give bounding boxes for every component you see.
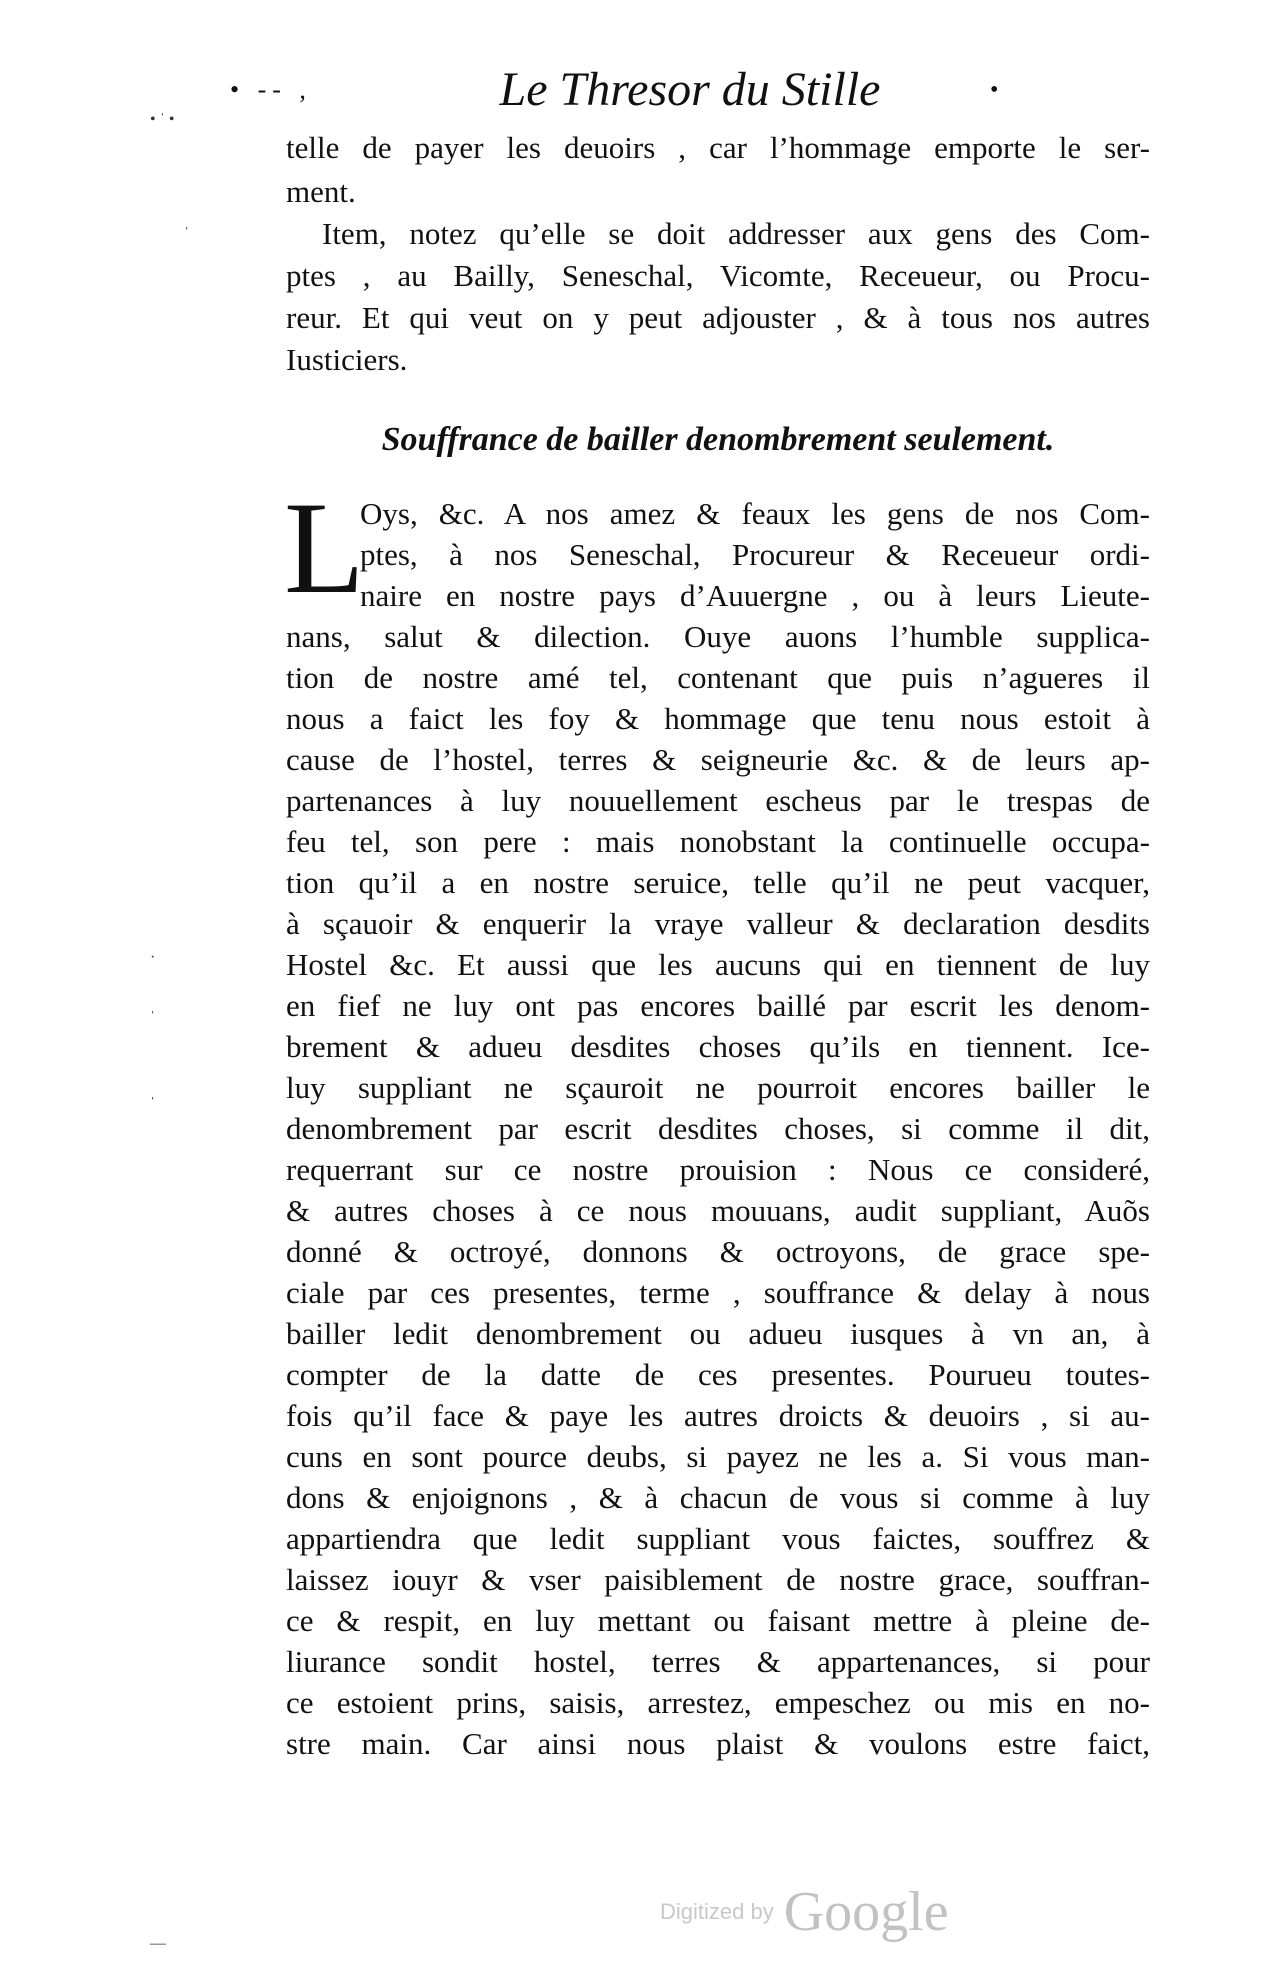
margin-mark: ˈ: [150, 1009, 156, 1026]
text-line: ce estoient prins, saisis, arrestez, empeschez ou mis en no-: [286, 1685, 1150, 1720]
text-line: feu tel, son pere : mais nonobstant la continuelle occupa-: [286, 824, 1150, 859]
margin-mark: ˈ: [150, 1095, 156, 1112]
text-line: dons & enjoignons , & à chacun de vous si comme à luy: [286, 1480, 1150, 1515]
text-line: ptes, à nos Seneschal, Procureur & Receueur ordi-: [360, 537, 1150, 572]
text-line: fois qu’il face & paye les autres droicts & deuoirs , si au-: [286, 1398, 1150, 1433]
text-line: nans, salut & dilection. Ouye auons l’humble supplica-: [286, 619, 1150, 654]
text-line: naire en nostre pays d’Auuergne , ou à leurs Lieute-: [360, 578, 1150, 613]
text-line: à sçauoir & enquerir la vraye valleur & declaration desdits: [286, 906, 1150, 941]
text-line: nous a faict les foy & hommage que tenu nous estoit à: [286, 701, 1150, 736]
text-line: ment.: [286, 174, 356, 209]
margin-mark: • ˈ •: [150, 111, 175, 128]
text-line: brement & adueu desdites choses qu’ils en tiennent. Ice-: [286, 1029, 1150, 1064]
text-line: tion de nostre amé tel, contenant que puis n’agueres il: [286, 660, 1150, 695]
text-line: appartiendra que ledit suppliant vous faictes, souffrez &: [286, 1521, 1150, 1556]
text-line: liurance sondit hostel, terres & appartenances, si pour: [286, 1644, 1150, 1679]
text-line: bailler ledit denombrement ou adueu iusques à vn an, à: [286, 1316, 1150, 1351]
page-title: Le Thresor du Stille: [499, 63, 881, 116]
text-line: Item, notez qu’elle se doit addresser aux gens des Com-: [322, 216, 1150, 251]
text-line: ptes , au Bailly, Seneschal, Vicomte, Receueur, ou Procu-: [286, 258, 1150, 293]
text-line: compter de la datte de ces presentes. Pourueu toutes-: [286, 1357, 1150, 1392]
text-line: laissez iouyr & vser paisiblement de nostre grace, souffran-: [286, 1562, 1150, 1597]
header-ornament-right: •: [990, 77, 999, 103]
text-line: Oys, &c. A nos amez & feaux les gens de nos Com-: [360, 496, 1150, 531]
text-line: partenances à luy nouuellement escheus par le trespas de: [286, 783, 1150, 818]
running-header: [230, 60, 1030, 120]
header-ornament: • -- ,: [230, 75, 312, 104]
section-heading: Souffrance de bailler denombrement seulement.: [381, 421, 1055, 458]
text-line: ciale par ces presentes, terme , souffrance & delay à nous: [286, 1275, 1150, 1310]
margin-mark: —: [150, 1935, 166, 1952]
text-line: & autres choses à ce nous mouuans, audit suppliant, Auõs: [286, 1193, 1150, 1228]
text-line: denombrement par escrit desdites choses, si comme il dit,: [286, 1111, 1150, 1146]
text-line: tion qu’il a en nostre seruice, telle qu’il ne peut vacquer,: [286, 865, 1150, 900]
text-line: luy suppliant ne sçauroit ne pourroit encores bailler le: [286, 1070, 1150, 1105]
text-line: requerrant sur ce nostre prouision : Nous ce consideré,: [286, 1152, 1150, 1187]
margin-mark: ·: [150, 949, 156, 966]
text-line: cuns en sont pource deubs, si payez ne les a. Si vous man-: [286, 1439, 1150, 1474]
watermark-small-text: Digitized by: [660, 1899, 774, 1924]
text-line: cause de l’hostel, terres & seigneurie &c. & de leurs ap-: [286, 742, 1150, 777]
text-line: reur. Et qui veut on y peut adjouster , & à tous nos autres: [286, 300, 1150, 335]
text-line: en fief ne luy ont pas encores baillé par escrit les denom-: [286, 988, 1150, 1023]
margin-mark: ˈ: [184, 225, 190, 242]
text-line: donné & octroyé, donnons & octroyons, de grace spe-: [286, 1234, 1150, 1269]
text-line: Hostel &c. Et aussi que les aucuns qui en tiennent de luy: [286, 947, 1150, 982]
text-line: telle de payer les deuoirs , car l’hommage emporte le ser-: [286, 130, 1150, 165]
digitized-watermark: [660, 1880, 1080, 1950]
text-line: stre main. Car ainsi nous plaist & voulons estre faict,: [286, 1726, 1150, 1761]
drop-cap: L: [284, 474, 365, 621]
text-line: Iusticiers.: [286, 342, 408, 377]
google-logo: Google: [783, 1881, 949, 1943]
text-line: ce & respit, en luy mettant ou faisant mettre à pleine de-: [286, 1603, 1150, 1638]
